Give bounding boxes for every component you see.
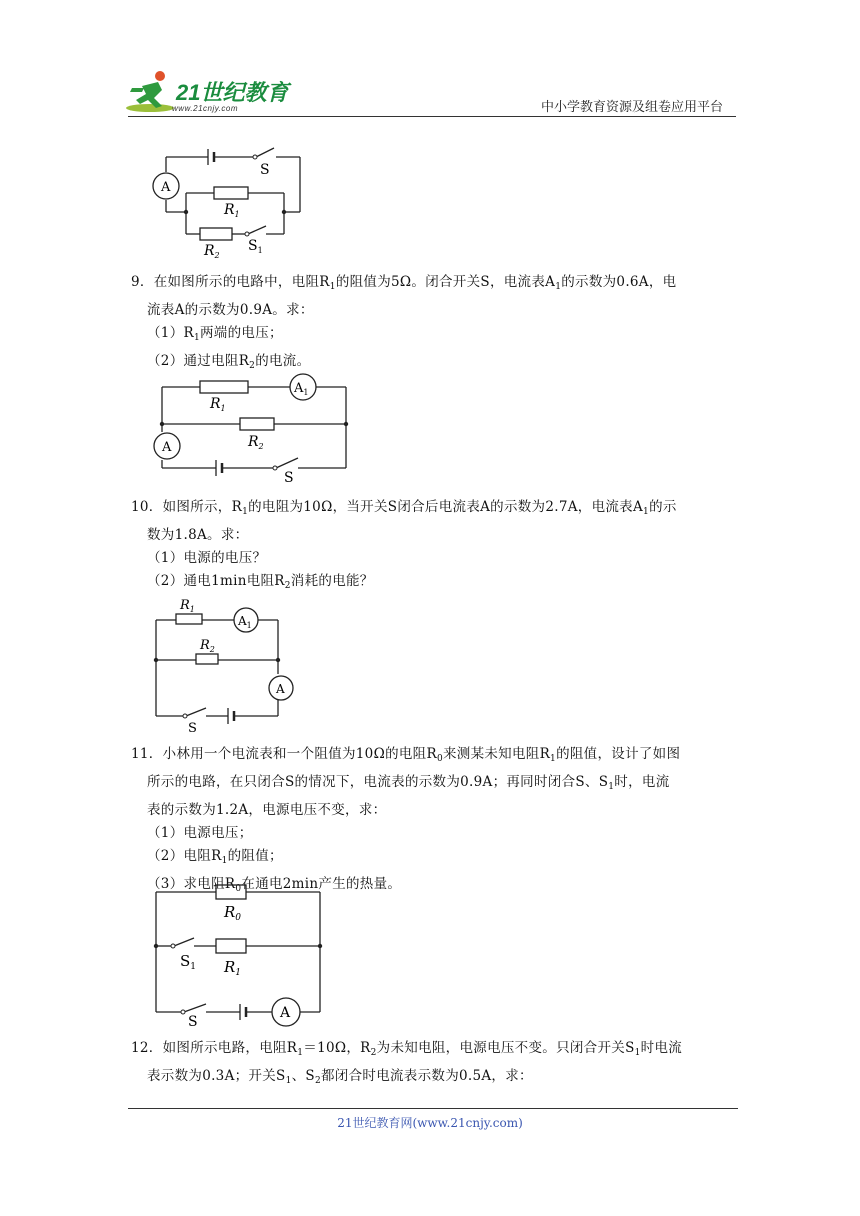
svg-text:S: S — [188, 1014, 198, 1030]
svg-text:R2: $R_2$ — [204, 243, 220, 260]
question-9-line-1: 9．在如图所示的电路中，电阻$R_1$的阻值为5Ω。闭合开关S，电流表$A_1$的示数为0.6A，电 — [131, 274, 677, 292]
svg-text:A1: $A_1$ — [294, 381, 309, 397]
question-11-part-3: （3）求电阻$R_0$在通电2min产生的热量。 — [147, 876, 402, 894]
question-10-part-1: （1）电源的电压？ — [147, 550, 267, 566]
svg-text:R0: $R_0$ — [224, 903, 242, 923]
logo-url: www.21cnjy.com — [172, 104, 238, 113]
question-10-line-1: 10．如图所示，$R_1$的电阻为10Ω，当开关S闭合后电流表A的示数为2.7A，电流表$A_1$的示 — [131, 499, 677, 517]
circuit-figure-9 — [150, 372, 360, 484]
question-12-line-2: 表示数为0.3A；开关$S_1$、$S_2$都闭合时电流表示数为0.5A，求： — [147, 1068, 533, 1086]
svg-text:R1: $R_1$ — [224, 958, 242, 978]
logo — [122, 68, 292, 116]
question-11-line-3: 表的示数为1.2A，电源电压不变，求： — [147, 802, 387, 818]
svg-text:R1: $R_1$ — [180, 598, 195, 614]
svg-text:R2: $R_2$ — [248, 434, 264, 451]
question-11-part-1: （1）电源电压； — [147, 825, 253, 841]
svg-text:A: A — [276, 682, 285, 696]
question-11-line-2: 所示的电路，在只闭合S的情况下，电流表的示数为0.9A；再同时闭合S、$S_1$时，电流 — [147, 774, 670, 792]
question-11-line-1: 11．小林用一个电流表和一个阻值为10Ω的电阻$R_0$来测某未知电阻$R_1$的阻值，设计了如图 — [131, 746, 681, 764]
footer-link[interactable]: 21世纪教育网(www.21cnjy.com) — [337, 1116, 523, 1130]
question-12 — [131, 1037, 741, 1093]
svg-text:S1: $S_1$ — [180, 952, 197, 972]
circuit-figure-8 — [148, 142, 348, 262]
circuit-figure-11 — [148, 880, 338, 1030]
svg-text:S1: $S_1$ — [248, 238, 263, 255]
question-11 — [131, 743, 741, 901]
question-12-line-1: 12．如图所示电路，电阻$R_1=10\Omega$，$R_2$为未知电阻，电源电压不变。只闭合开关$S_1$时电流 — [131, 1040, 683, 1058]
question-9 — [131, 271, 741, 378]
svg-text:A: A — [280, 1005, 291, 1021]
question-9-line-2: 流表A的示数为0.9A。求： — [147, 302, 314, 318]
question-9-part-2: （2）通过电阻$R_2$的电流。 — [147, 353, 311, 371]
platform-name: 中小学教育资源及组卷应用平台 — [541, 100, 724, 115]
circuit-figure-10 — [148, 594, 308, 734]
svg-text:A: A — [162, 440, 172, 455]
question-10-part-2: （2）通电1min电阻$R_2$消耗的电能？ — [147, 573, 374, 591]
header-divider — [128, 116, 736, 117]
question-11-part-2: （2）电阻$R_1$的阻值； — [147, 848, 283, 866]
svg-text:R2: $R_2$ — [200, 638, 215, 654]
question-10 — [131, 496, 741, 598]
question-9-part-1: $(1)R_1$两端的电压； — [147, 325, 283, 343]
svg-text:S: S — [284, 470, 294, 484]
svg-text:R1: $R_1$ — [210, 396, 226, 413]
switch-s-label: S — [260, 162, 270, 178]
footer-divider — [128, 1108, 738, 1109]
ammeter-label: A — [161, 180, 171, 195]
svg-text:R1: $R_1$ — [224, 202, 240, 219]
question-10-line-2: 数为1.8A。求： — [147, 527, 249, 543]
svg-text:A1: $A_1$ — [238, 614, 252, 630]
svg-text:S: S — [188, 721, 197, 734]
logo-title: 21世纪教育 — [176, 80, 289, 105]
